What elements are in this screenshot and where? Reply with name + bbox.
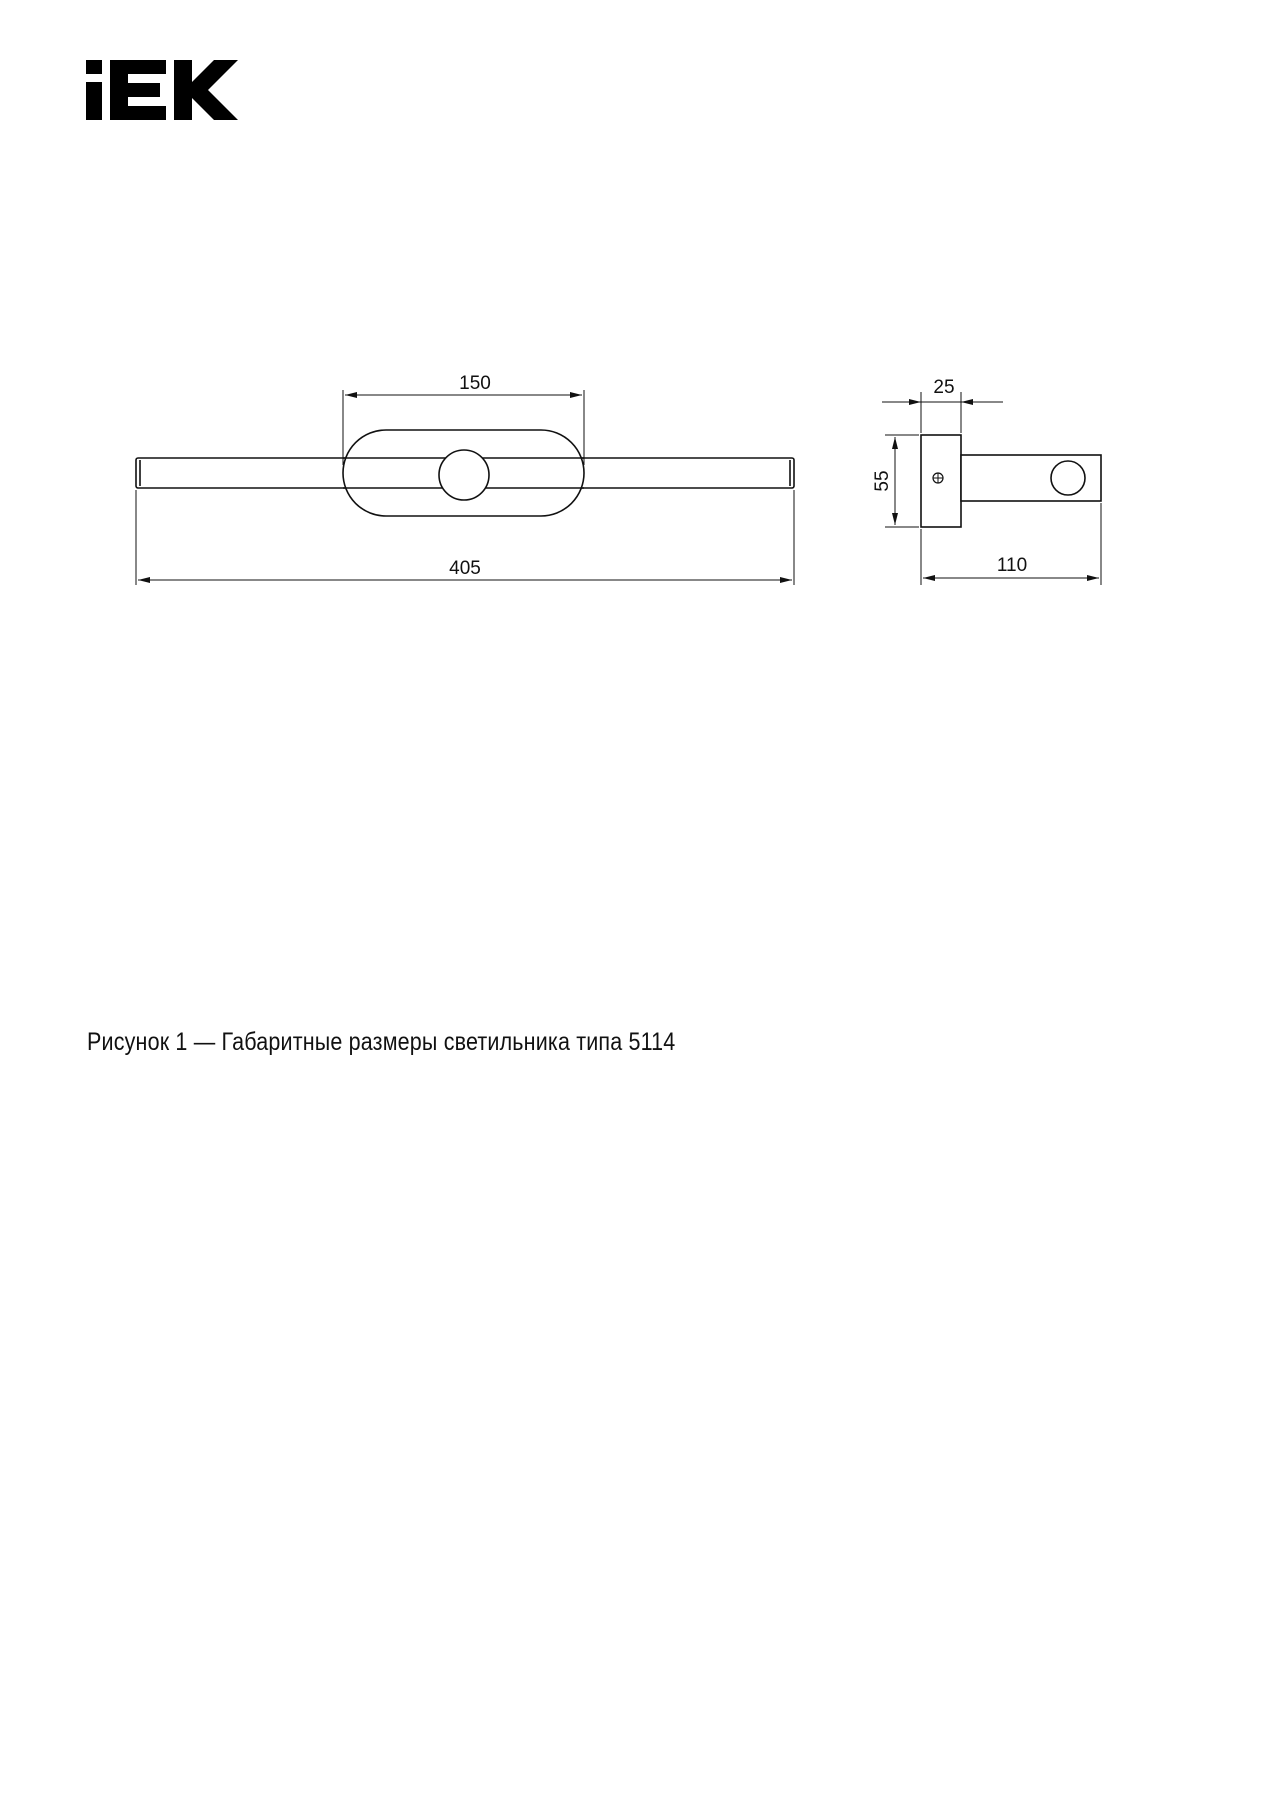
- side-plate: [921, 435, 961, 527]
- dim-mount-width: 150: [459, 373, 491, 394]
- technical-drawing: [0, 0, 1280, 700]
- front-view: [136, 430, 794, 516]
- side-view: [921, 435, 1101, 527]
- side-arm: [961, 455, 1101, 501]
- dim-depth: 110: [996, 555, 1028, 576]
- dim-overall-width: 405: [449, 558, 481, 579]
- figure-caption: Рисунок 1 — Габаритные размеры светильника типа 5114: [87, 1028, 676, 1056]
- center-connector: [439, 450, 489, 500]
- dim-plate-height: 55: [872, 470, 893, 492]
- dim-plate-thickness: 25: [933, 377, 955, 398]
